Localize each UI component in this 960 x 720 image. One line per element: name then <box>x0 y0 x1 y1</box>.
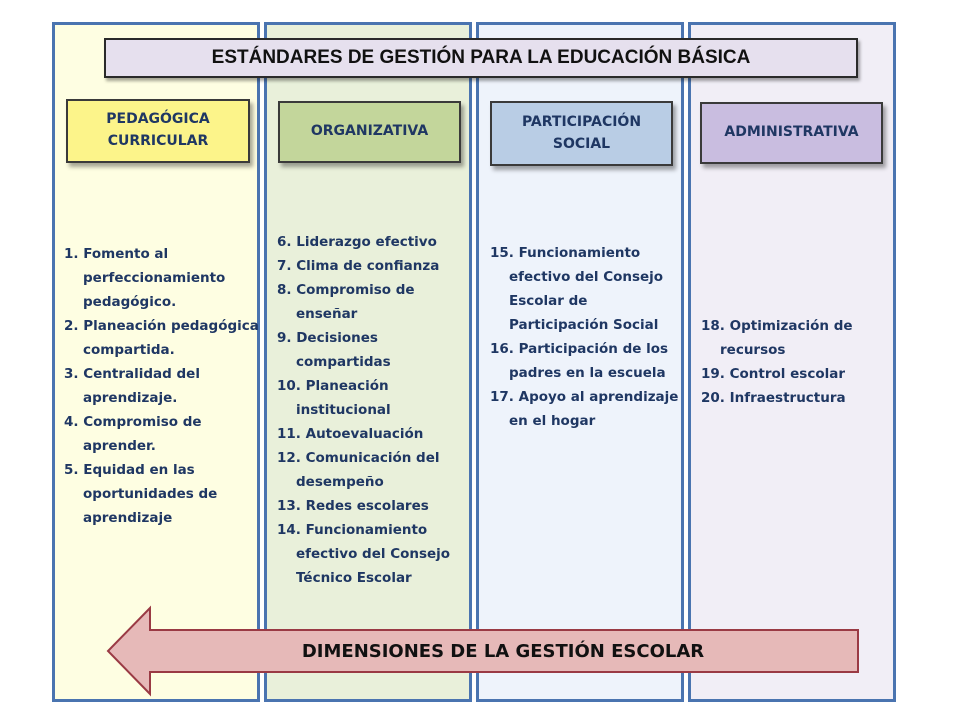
standard-item: 18. Optimización de recursos <box>701 318 853 358</box>
standard-item: 15. Funcionamiento efectivo del Consejo Escolar de Participación Social <box>490 245 664 333</box>
standard-item: 6. Liderazgo efectivo <box>277 234 437 250</box>
standard-item: 2. Planeación pedagógica compartida. <box>64 318 259 358</box>
standard-item: 10. Planeación institucional <box>277 378 391 418</box>
standard-item: 20. Infraestructura <box>701 390 846 406</box>
standard-item: 4. Compromiso de aprender. <box>64 414 202 454</box>
arrow-label: DIMENSIONES DE LA GESTIÓN ESCOLAR <box>301 640 705 662</box>
standard-item: 19. Control escolar <box>701 366 845 382</box>
standard-item: 9. Decisiones compartidas <box>277 330 391 370</box>
dimension-pedagogica-curricular: PEDAGÓGICA CURRICULAR <box>66 99 250 163</box>
dimension-administrativa: ADMINISTRATIVA <box>700 102 883 164</box>
standard-item: 13. Redes escolares <box>277 498 429 514</box>
dimension-organizativa: ORGANIZATIVA <box>278 101 461 163</box>
standard-item: 17. Apoyo al aprendizaje en el hogar <box>490 389 679 429</box>
standard-item: 5. Equidad en las oportunidades de aprendizaje <box>64 462 218 526</box>
standard-item: 11. Autoevaluación <box>277 426 424 442</box>
diagram-title: ESTÁNDARES DE GESTIÓN PARA LA EDUCACIÓN BÁSICA <box>104 38 858 78</box>
standard-item: 3. Centralidad del aprendizaje. <box>64 366 200 406</box>
standard-item: 8. Compromiso de enseñar <box>277 282 415 322</box>
standard-item: 12. Comunicación del desempeño <box>277 450 440 490</box>
standard-item: 16. Participación de los padres en la escuela <box>490 341 669 381</box>
dimension-participacion-social: PARTICIPACIÓN SOCIAL <box>490 101 673 166</box>
standard-item: 7. Clima de confianza <box>277 258 440 274</box>
standard-item: 14. Funcionamiento efectivo del Consejo Técnico Escolar <box>277 522 451 586</box>
standard-item: 1. Fomento al perfeccionamiento pedagógico. <box>64 246 226 310</box>
